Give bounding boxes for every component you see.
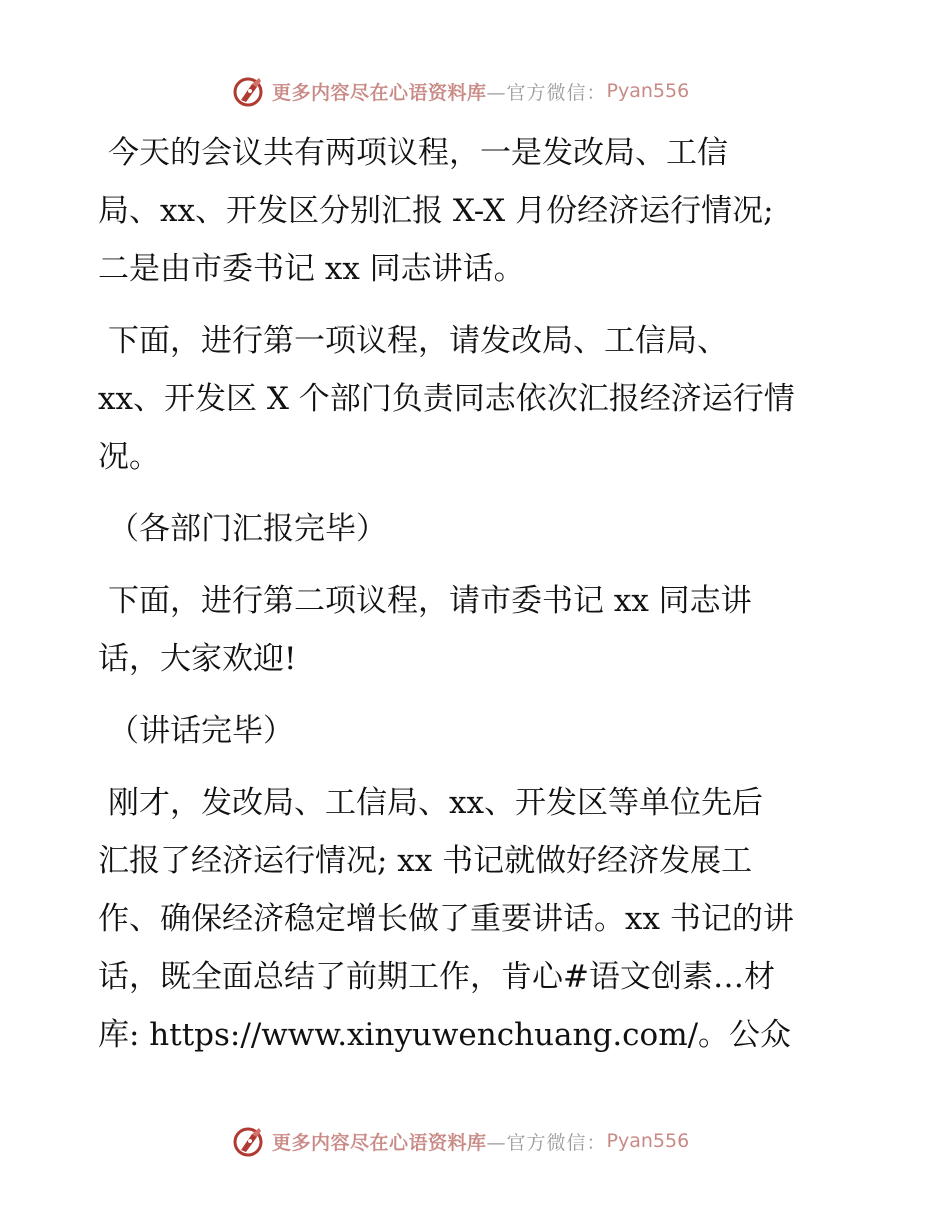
text-line: 局、xx、开发区分别汇报 X-X 月份经济运行情况;: [98, 193, 774, 229]
text-line: 话，既全面总结了前期工作，肯心#语文创素…材: [98, 959, 775, 995]
watermark-separator: —官方微信：: [486, 1131, 607, 1154]
text-line: xx、开发区 X 个部门负责同志依次汇报经济运行情: [98, 381, 795, 417]
watermark-main-text: 更多内容尽在心语资料库: [272, 81, 487, 104]
paragraph-reports-done: [98, 500, 898, 558]
watermark-banner-bottom: [232, 1122, 689, 1160]
text-line: 汇报了经济运行情况; xx 书记就做好经济发展工: [98, 843, 753, 879]
text-line: 下面，进行第一项议程，请发改局、工信局、: [108, 323, 728, 359]
text-line: 作、确保经济稳定增长做了重要讲话。xx 书记的讲: [98, 901, 794, 937]
paragraph-agenda: [98, 124, 898, 298]
watermark-separator: —官方微信：: [486, 81, 607, 104]
text-line: 库: https://www.xinyuwenchuang.com/。公众: [98, 1017, 792, 1053]
text-line: （讲话完毕）: [108, 713, 294, 749]
watermark-banner-top: [232, 72, 689, 110]
paragraph-second-item: [98, 572, 898, 688]
watermark-main-text: 更多内容尽在心语资料库: [272, 1131, 487, 1154]
text-line: （各部门汇报完毕）: [108, 511, 387, 547]
watermark-wechat-id: Pyan556: [606, 80, 690, 102]
pen-nib-icon: [232, 74, 266, 108]
paragraph-summary: [98, 774, 898, 1064]
text-line: 刚才，发改局、工信局、xx、开发区等单位先后: [108, 785, 763, 821]
paragraph-speech-done: [98, 702, 898, 760]
document-body: [98, 124, 898, 1078]
text-line: 况。: [98, 439, 160, 475]
paragraph-first-item: [98, 312, 898, 486]
text-line: 今天的会议共有两项议程，一是发改局、工信: [108, 135, 728, 171]
text-line: 话，大家欢迎!: [98, 641, 297, 677]
text-line: 二是由市委书记 xx 同志讲话。: [98, 251, 525, 287]
text-line: 下面，进行第二项议程，请市委书记 xx 同志讲: [108, 583, 752, 619]
pen-nib-icon: [232, 1124, 266, 1158]
watermark-wechat-id: Pyan556: [606, 1130, 690, 1152]
